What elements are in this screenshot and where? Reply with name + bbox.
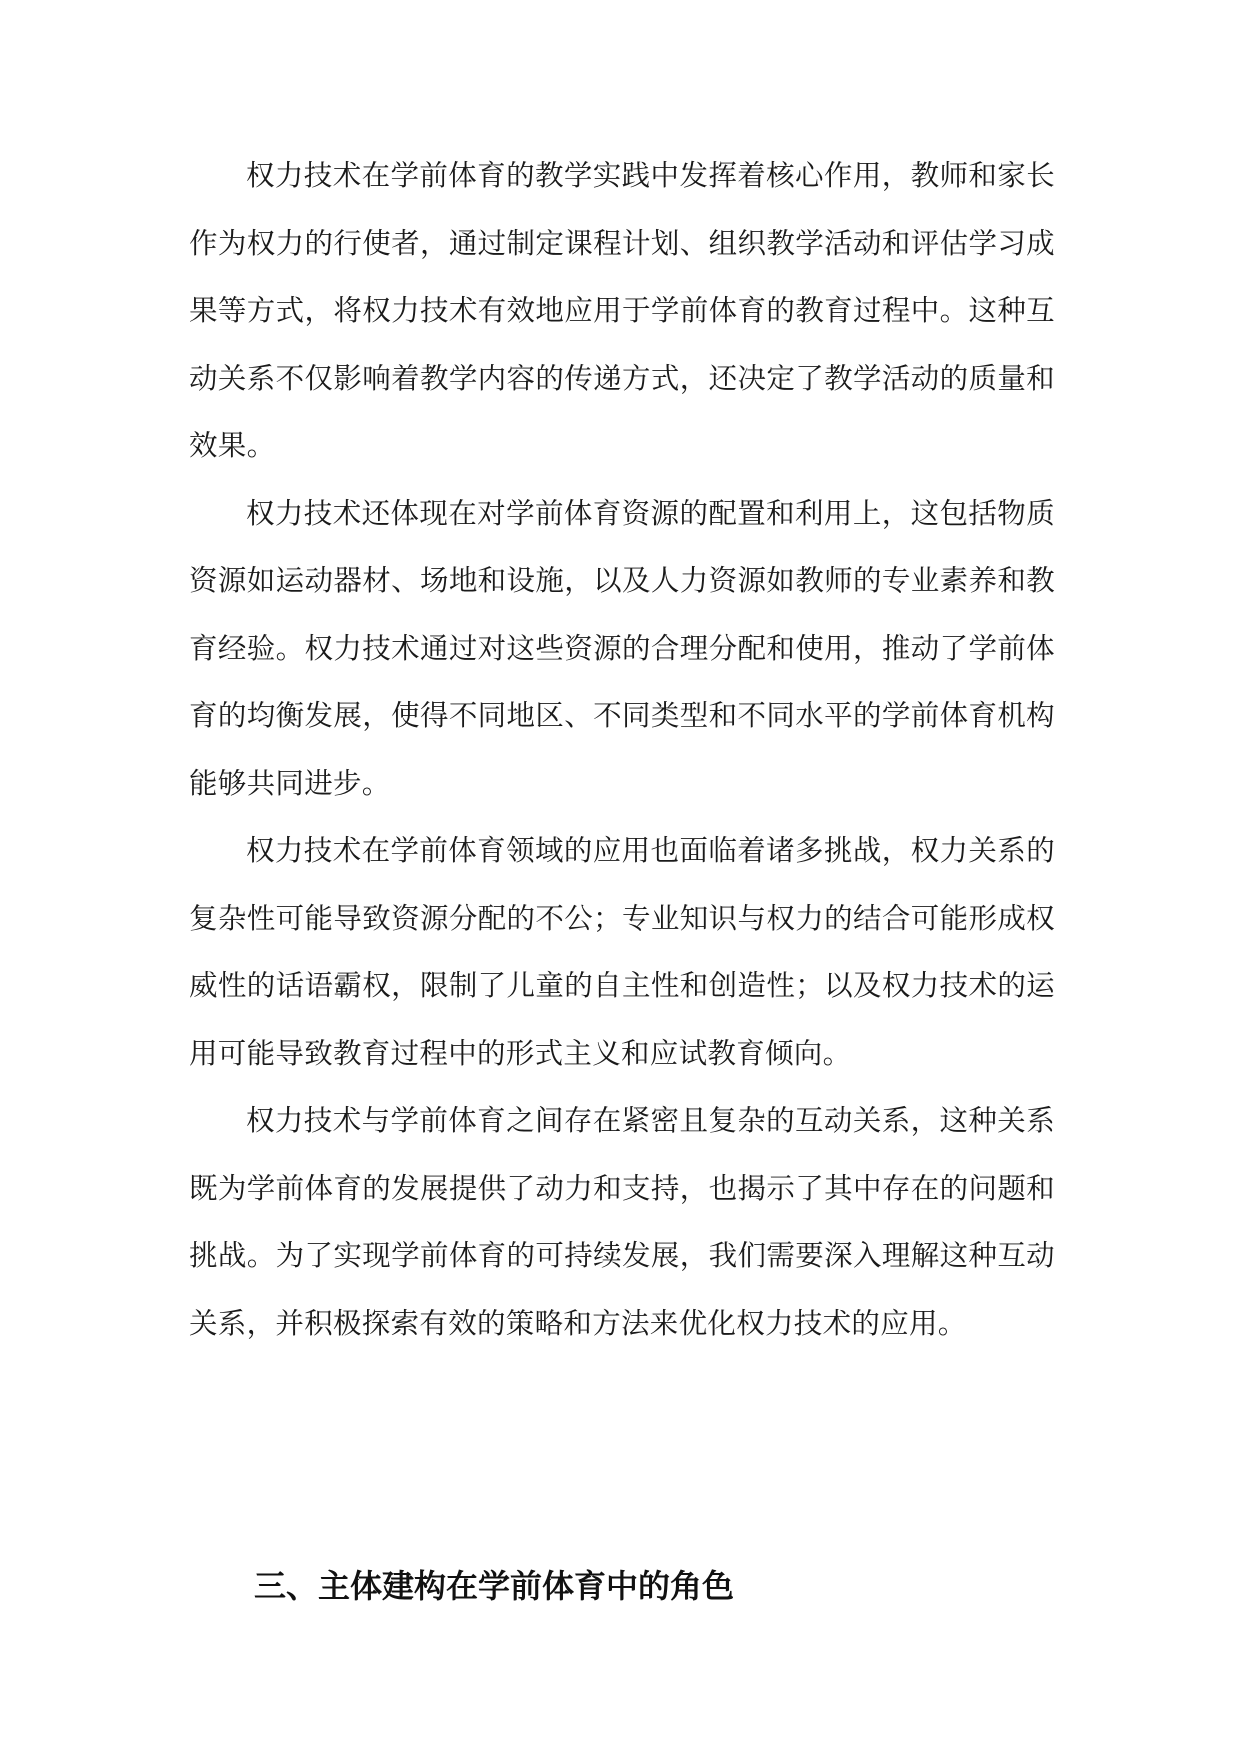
paragraph-1: 权力技术在学前体育的教学实践中发挥着核心作用，教师和家长作为权力的行使者，通过制定课程计划、组织教学活动和评估学习成果等方式，将权力技术有效地应用于学前体育的教育过程中。这种互动关系不仅影响着教学内容的传递方式，还决定了教学活动的质量和效果。: [189, 159, 1055, 462]
paragraph-4: 权力技术与学前体育之间存在紧密且复杂的互动关系，这种关系既为学前体育的发展提供了动力和支持，也揭示了其中存在的问题和挑战。为了实现学前体育的可持续发展，我们需要深入理解这种互动关系，并积极探索有效的策略和方法来优化权力技术的应用。: [189, 1104, 1055, 1340]
section-heading: 三、主体建构在学前体育中的角色: [254, 1567, 735, 1605]
paragraph-3: 权力技术在学前体育领域的应用也面临着诸多挑战，权力关系的复杂性可能导致资源分配的不公；专业知识与权力的结合可能形成权威性的话语霸权，限制了儿童的自主性和创造性；以及权力技术的运用可能导致教育过程中的形式主义和应试教育倾向。: [189, 834, 1055, 1070]
body-text: [189, 142, 1055, 1357]
paragraph-2: 权力技术还体现在对学前体育资源的配置和利用上，这包括物质资源如运动器材、场地和设施，以及人力资源如教师的专业素养和教育经验。权力技术通过对这些资源的合理分配和使用，推动了学前体育的均衡发展，使得不同地区、不同类型和不同水平的学前体育机构能够共同进步。: [189, 496, 1055, 800]
